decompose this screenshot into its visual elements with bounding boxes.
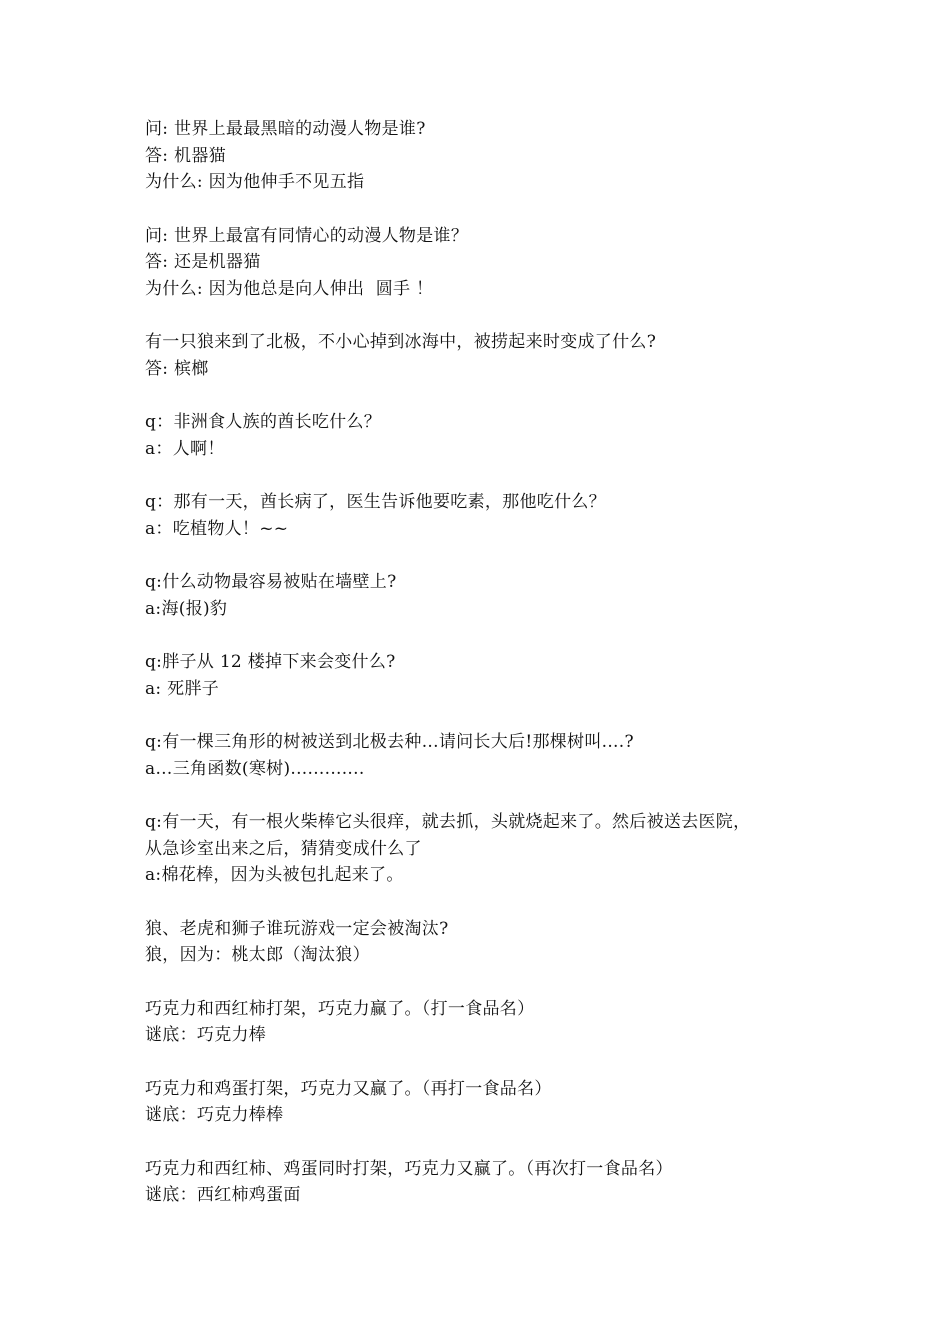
riddle-block [145,489,845,542]
explanation-line: 为什么: 因为他总是向人伸出 圆手 ！ [145,278,434,299]
answer-line: 谜底：巧克力棒 [145,1025,267,1045]
question-line: 问: 世界上最最黑暗的动漫人物是谁? [145,119,426,139]
riddle-block [145,223,845,303]
question-line: 巧克力和鸡蛋打架，巧克力又赢了。（再打一食品名） [145,1078,552,1099]
question-line: q：非洲食人族的酋长吃什么？ [145,412,382,432]
question-line: q:有一天，有一根火柴棒它头很痒，就去抓，头就烧起来了。然后被送去医院， [145,812,751,832]
riddle-block [145,329,845,382]
question-line: 巧克力和西红柿、鸡蛋同时打架，巧克力又赢了。（再次打一食品名） [145,1158,673,1179]
question-line-continued: 从急诊室出来之后，猜猜变成什么了 [145,838,422,859]
question-line: 狼、老虎和狮子谁玩游戏一定会被淘汰? [145,918,449,939]
riddle-block [145,569,845,622]
explanation-line: 为什么: 因为他伸手不见五指 [145,172,365,192]
answer-line: a…三角函数(寒树)............. [145,758,365,779]
answer-line: 答: 机器猫 [145,145,226,166]
question-line: 问: 世界上最富有同情心的动漫人物是谁？ [145,225,469,246]
answer-line: 狼，因为：桃太郎（淘汰狼） [145,945,370,965]
riddle-block [145,649,845,702]
question-line: q:什么动物最容易被贴在墙壁上? [145,572,397,592]
riddle-block [145,729,845,782]
riddle-block [145,1076,845,1129]
answer-line: a：吃植物人！~~ [145,518,289,539]
answer-line: 谜底：西红柿鸡蛋面 [145,1185,301,1205]
answer-line: a: 死胖子 [145,678,220,699]
riddle-block [145,409,845,462]
question-line: 巧克力和西红柿打架，巧克力赢了。（打一食品名） [145,998,535,1019]
document-page [145,116,845,1236]
question-line: 有一只狼来到了北极，不小心掉到冰海中，被捞起来时变成了什么? [145,332,657,352]
riddle-block [145,916,845,969]
question-line: q:胖子从 12 楼掉下来会变什么? [145,652,396,672]
answer-line: a:棉花棒，因为头被包扎起来了。 [145,865,404,885]
question-line: q:有一棵三角形的树被送到北极去种...请问长大后!那棵树叫....? [145,732,634,752]
answer-line: 谜底：巧克力棒棒 [145,1105,284,1125]
answer-line: a:海(报)豹 [145,598,228,619]
riddle-block [145,116,845,196]
answer-line: 答: 还是机器猫 [145,252,261,272]
answer-line: 答: 槟榔 [145,358,209,379]
riddle-block [145,809,845,889]
question-line: q：那有一天，酋长病了，医生告诉他要吃素，那他吃什么？ [145,492,606,512]
answer-line: a：人啊！ [145,438,225,459]
riddle-block [145,996,845,1049]
riddle-block [145,1156,845,1209]
